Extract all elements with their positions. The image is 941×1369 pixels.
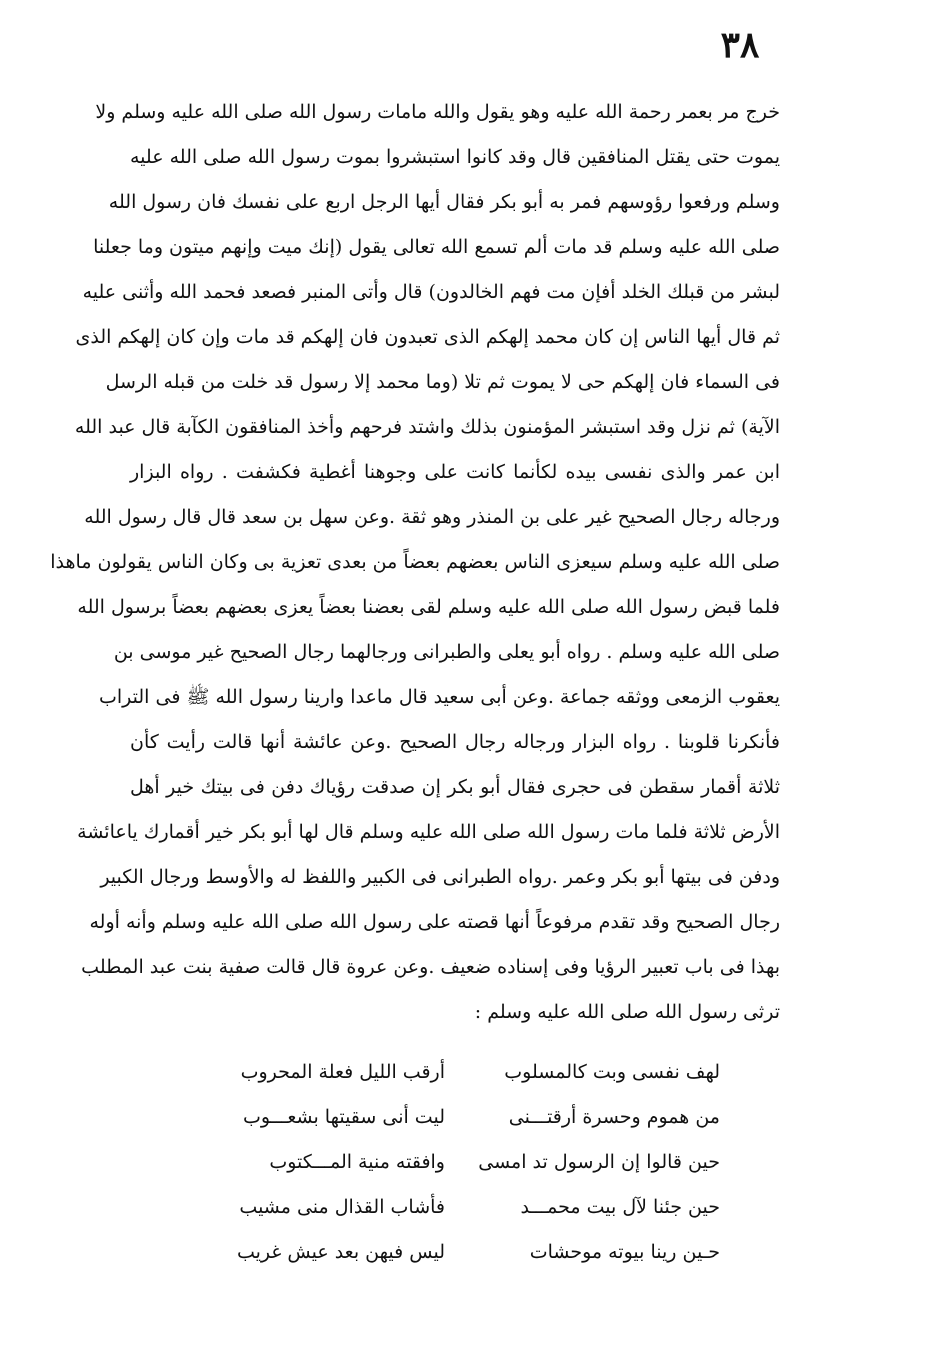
text-line: لبشر من قبلك الخلد أفإن مت فهم الخالدون) قال وأتى المنبر فصعد فحمد الله وأثنى عليه [82, 281, 780, 303]
verse-first-hemistich: حين قالوا إن الرسول تد امسى [478, 1151, 720, 1173]
verse-second-hemistich: أرقب الليل فعلة المحروب [240, 1061, 445, 1083]
poem-verse [200, 1230, 720, 1275]
text-line: ورجاله رجال الصحيح غير على بن المنذر وهو ثقة .وعن سهل بن سعد قال قال رسول الله [84, 506, 780, 528]
page-number: ٣٨ [720, 24, 760, 66]
verse-first-hemistich: حـين رينا بيوته موحشات [529, 1241, 720, 1263]
text-line: الأرض ثلاثة فلما مات رسول الله صلى الله عليه وسلم قال لها أبو بكر خير أقمارك ياعائشة [77, 821, 780, 843]
text-line: ودفن فى بيتها أبو بكر وعمر .رواه الطبرانى فى الكبير واللفظ له والأوسط ورجال الكبير [100, 866, 780, 888]
text-line-last: ترثى رسول الله صلى الله عليه وسلم : [474, 1001, 780, 1023]
verse-second-hemistich: ليس فيهن بعد عيش غريب [236, 1241, 445, 1263]
poem-verse [200, 1185, 720, 1230]
text-line: صلى الله عليه وسلم سيعزى الناس بعضهم بعضاً من بعدى تعزية بى وكان الناس يقولون ماهذا [50, 551, 780, 573]
verse-second-hemistich: فأشاب القذال منى مشيب [239, 1196, 445, 1218]
text-line: الآية) ثم نزل وقد استبشر المؤمنون بذلك واشتد فرحهم وأخذ المنافقون الكآبة قال عبد الله [74, 416, 780, 438]
poem-verse [200, 1095, 720, 1140]
text-line: فأنكرنا قلوبنا . رواه البزار ورجاله رجال الصحيح .وعن عائشة أنها قالت رأيت كأن [130, 731, 780, 753]
verse-first-hemistich: حين جئنا لآل بيت محمـــد [520, 1196, 720, 1218]
verse-second-hemistich: ليت أنى سقيتها بشعـــوب [242, 1106, 445, 1128]
poem-verse [200, 1140, 720, 1185]
text-line: ثم قال أيها الناس إن كان محمد إلهكم الذى تعبدون فان إلهكم قد مات وإن كان إلهكم الذى [75, 326, 780, 348]
verse-second-hemistich: وافقته منية المـــكتوب [269, 1151, 445, 1173]
verse-first-hemistich: من هموم وحسرة أرقتـــنى [508, 1106, 720, 1128]
text-line: يموت حتى يقتل المنافقين قال وقد كانوا استبشروا بموت رسول الله صلى الله عليه [130, 146, 780, 168]
text-line: ثلاثة أقمار سقطن فى حجرى فقال أبو بكر إن صدقت رؤياك دفن فى بيتك خير أهل [130, 776, 780, 798]
text-line: صلى الله عليه وسلم . رواه أبو يعلى والطبرانى ورجالهما رجال الصحيح غير موسى بن [113, 641, 780, 663]
text-line: صلى الله عليه وسلم قد مات ألم تسمع الله تعالى يقول (إنك ميت وإنهم ميتون وما جعلنا [93, 236, 780, 258]
text-line: فلما قبض رسول الله صلى الله عليه وسلم لقى بعضنا بعضاً يعزى بعضهم بعضاً برسول الله [77, 596, 780, 618]
body-text [50, 90, 780, 1035]
text-line: رجال الصحيح وقد تقدم مرفوعاً أنها قصته على رسول الله صلى الله عليه وسلم وأنه أوله [89, 911, 780, 933]
text-line: ابن عمر والذى نفسى بيده لكأنما كانت على وجوهنا أغطية فكشفت . رواه البزار [130, 461, 780, 483]
poem-verse [200, 1050, 720, 1095]
poem [200, 1050, 720, 1275]
text-line: خرج مر بعمر رحمة الله عليه وهو يقول والله مامات رسول الله صلى الله عليه وسلم ولا [95, 101, 780, 123]
verse-first-hemistich: لهف نفسى وبت كالمسلوب [504, 1061, 720, 1083]
text-line: وسلم ورفعوا رؤوسهم فمر به أبو بكر فقال أيها الرجل اربع على نفسك فان رسول الله [108, 191, 780, 213]
text-line: بهذا فى باب تعبير الرؤيا وفى إسناده ضعيف .وعن عروة قال قالت صفية بنت عبد المطلب [81, 956, 780, 978]
text-line: فى السماء فان إلهكم حى لا يموت ثم تلا (وما محمد إلا رسول قد خلت من قبله الرسل [105, 371, 780, 393]
text-line: يعقوب الزمعى ووثقه جماعة .وعن أبى سعيد قال ماعدا وارينا رسول الله ﷺ فى التراب [99, 686, 780, 708]
